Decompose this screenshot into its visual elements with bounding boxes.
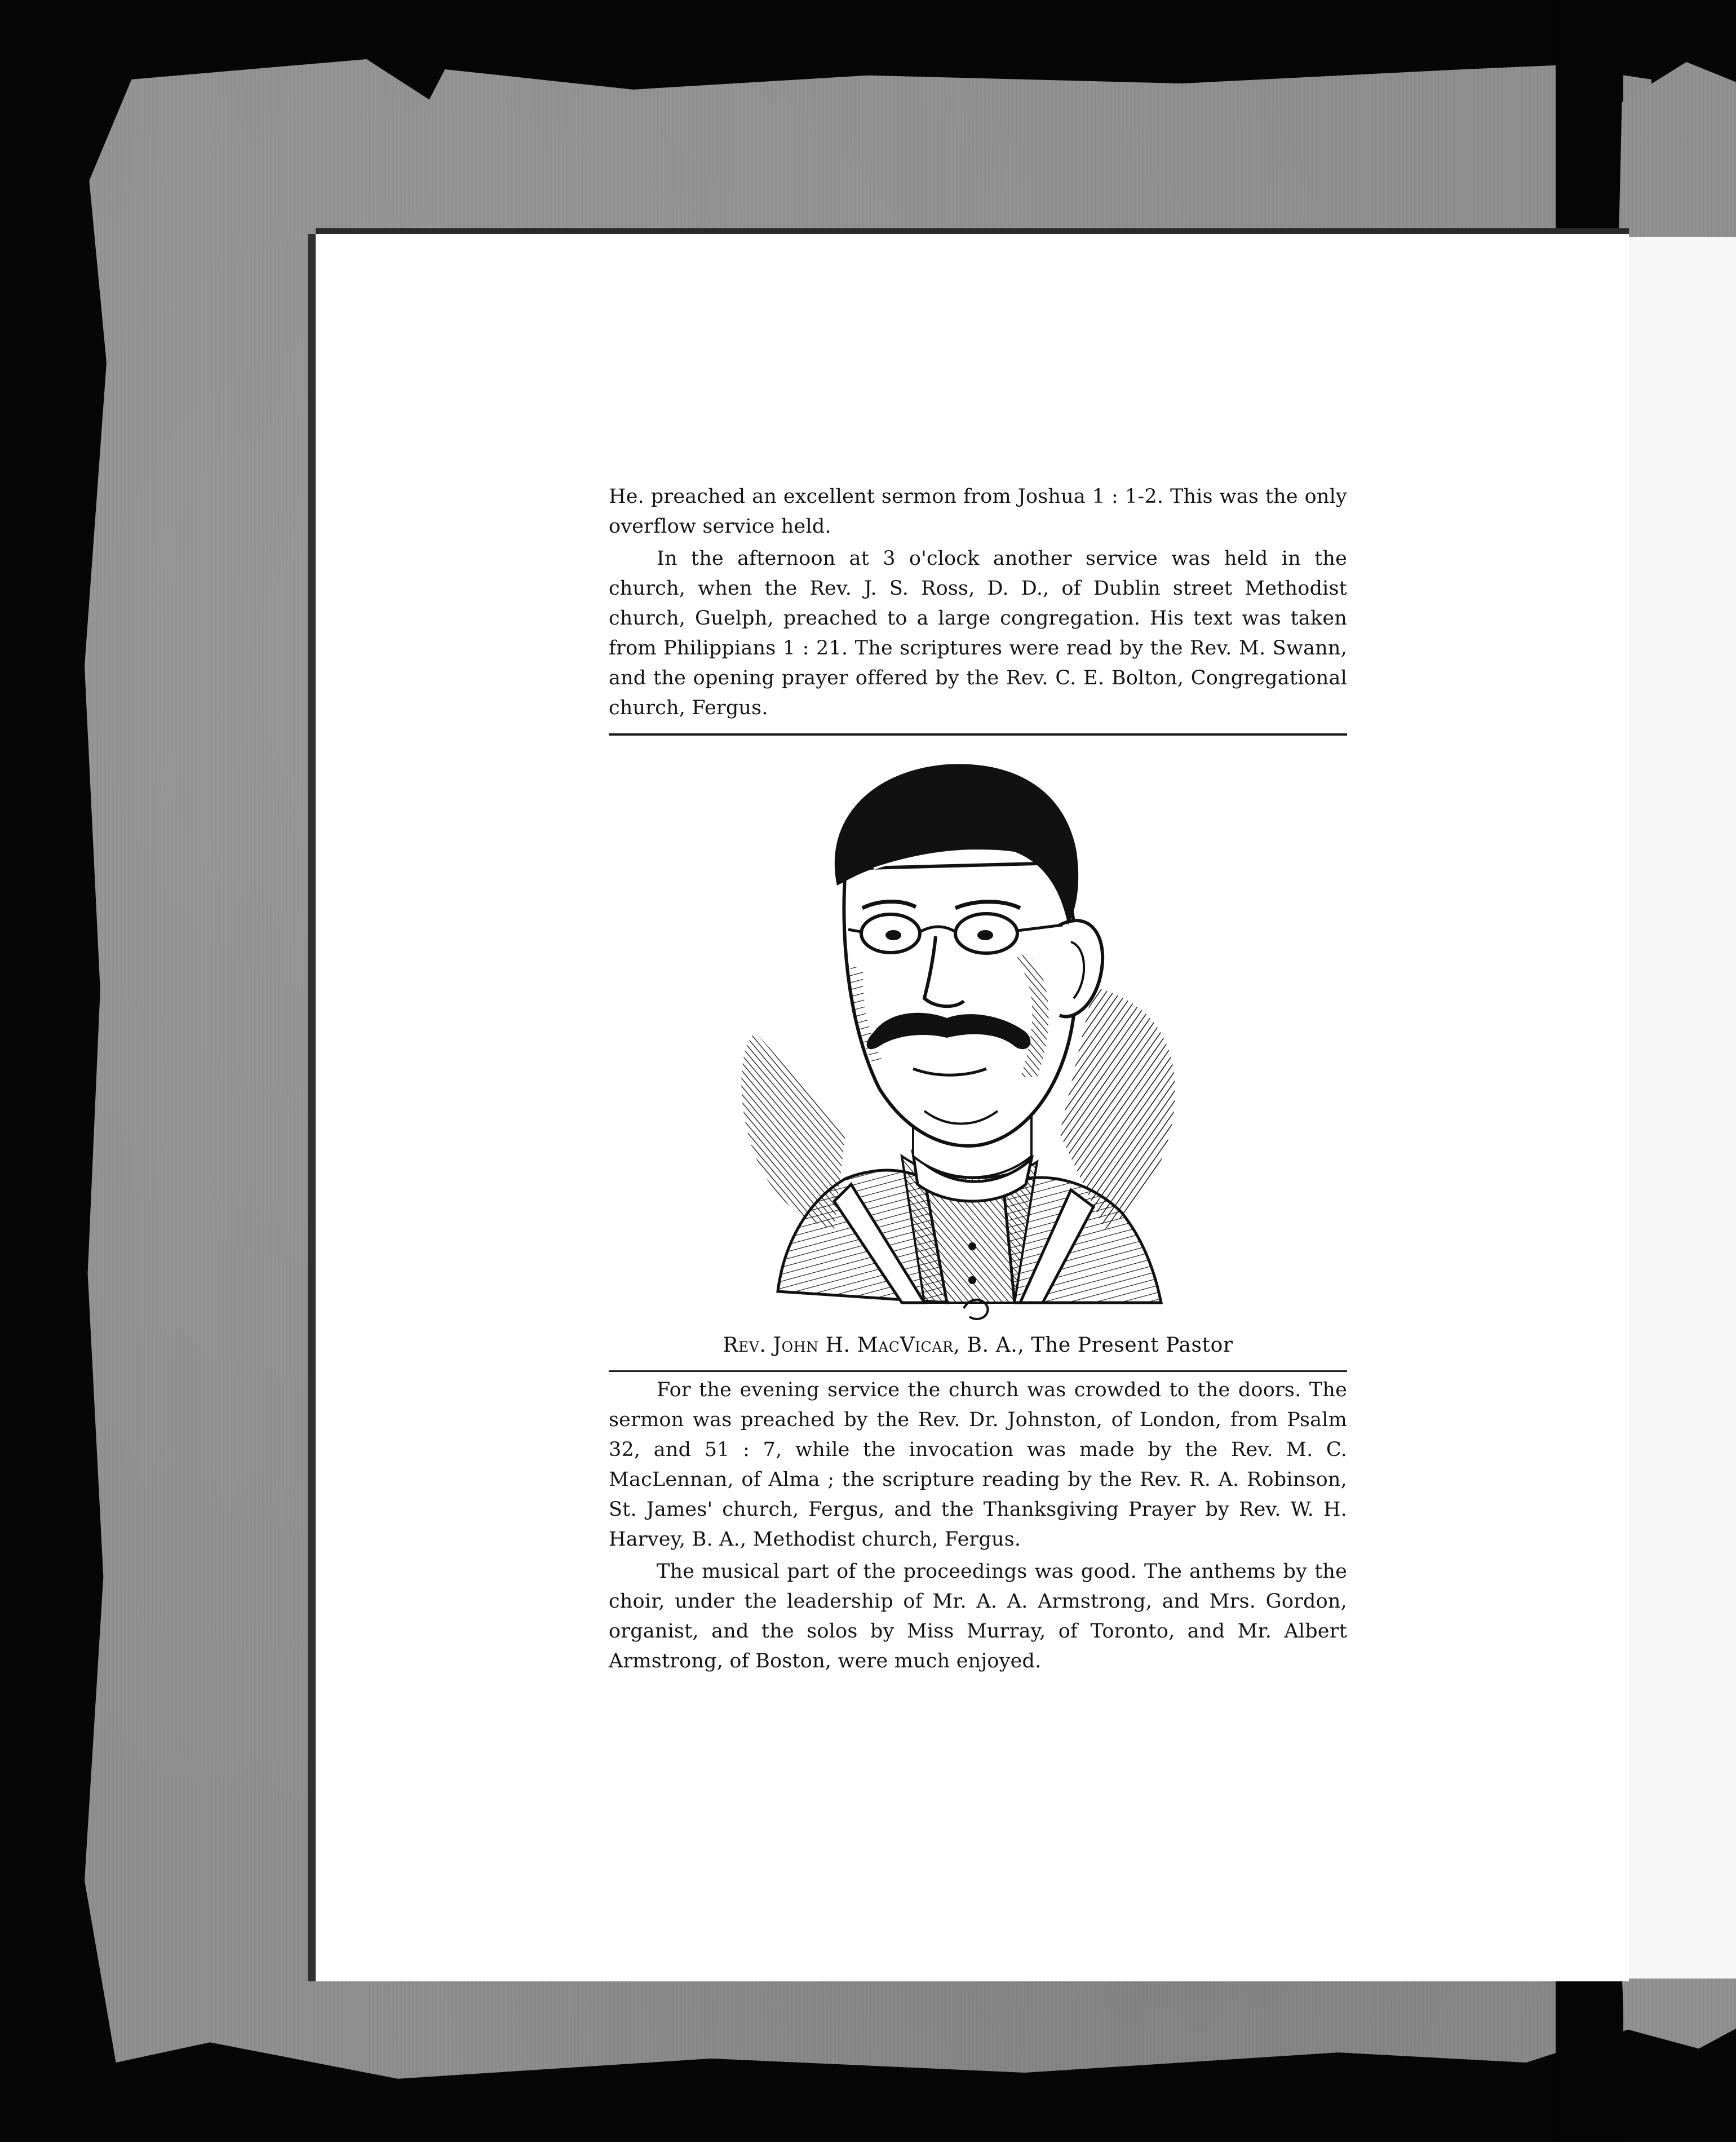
portrait-illustration [609, 739, 1347, 1331]
paragraph-evening-service: For the evening service the church was crowded to the doors. The sermon was preached by the Rev. Dr. Johnston, of London, from Psalm 32, and 51 : 7, while the invocation was made by the Rev. M. C. MacLennan, of Alma ; the scripture reading by the Rev. R. A. Robinson, St. James' church, Fergus, and the Thanksgiving Prayer by Rev. W. H. Harvey, B. A., Methodist church, Fergus. [609, 1379, 1347, 1551]
divider-rule-top [609, 733, 1347, 736]
paragraph-musical-part: The musical part of the proceedings was good. The anthems by the choir, under the leadership of Mr. A. A. Armstrong, and Mrs. Gordon, organist, and the solos by Miss Murray, of Toronto, and Mr. Albert Armstrong, of Boston, were much enjoyed. [609, 1560, 1347, 1672]
caption-suffix: , B. A., The Present Pastor [953, 1334, 1233, 1357]
document-page [316, 234, 1629, 1981]
divider-rule-caption [609, 1370, 1347, 1372]
portrait-caption [609, 1331, 1347, 1360]
page-body [609, 482, 1347, 1679]
paragraph-afternoon-service: In the afternoon at 3 o'clock another service was held in the church, when the Rev. J. S. Ross, D. D., of Dublin street Methodist church, Guelph, preached to a large congregation. His text was taken from Philippians 1 : 21. The scriptures were read by the Rev. M. Swann, and the opening prayer offered by the Rev. C. E. Bolton, Congregational church, Fergus. [609, 547, 1347, 719]
caption-name: Rev. John H. MacVicar [723, 1334, 954, 1357]
portrait-engraving-icon [609, 739, 1347, 1331]
adjacent-page-edge [1623, 237, 1736, 1979]
paragraph-joshua-sermon: He. preached an excellent sermon from Joshua 1 : 1-2. This was the only overflow service held. [609, 485, 1347, 538]
